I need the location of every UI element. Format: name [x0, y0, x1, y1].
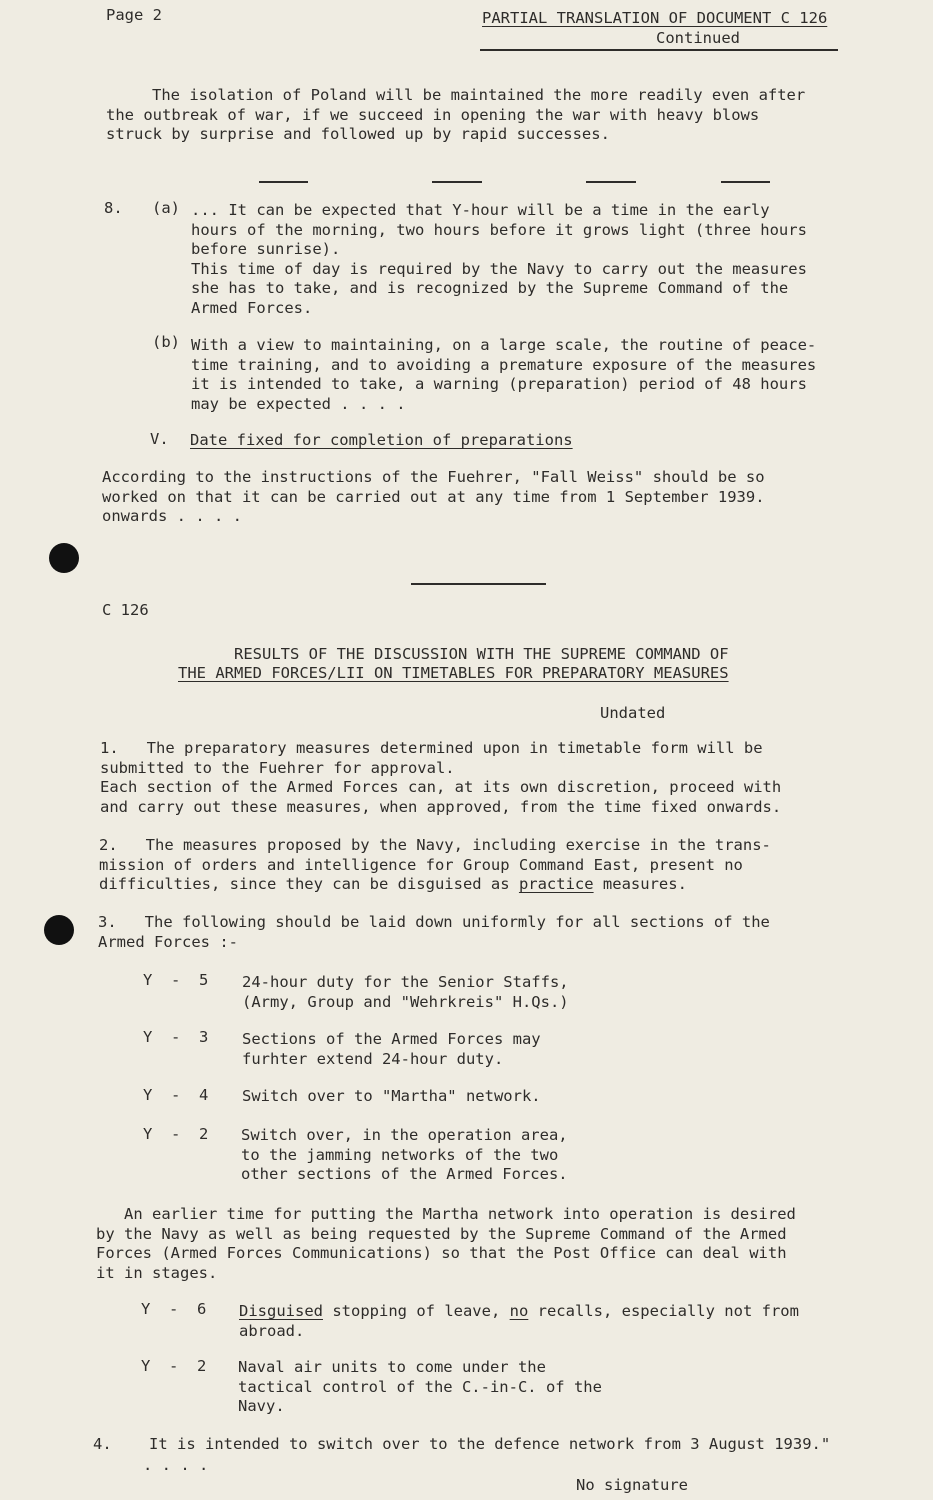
- separator-dash: [259, 181, 308, 183]
- paragraph-3: [98, 913, 770, 952]
- intro-line: The isolation of Poland will be maintained the more readily even after: [152, 86, 806, 104]
- underlined-word: practice: [518, 875, 594, 893]
- text-line: (Army, Group and "Wehrkreis" H.Qs.): [242, 992, 569, 1011]
- results-title-line1: RESULTS OF THE DISCUSSION WITH THE SUPREME COMMAND OF: [234, 645, 729, 663]
- paragraph-2: [99, 836, 771, 895]
- text-line: may be expected . . . .: [191, 394, 406, 413]
- document-reference: C 126: [102, 601, 149, 619]
- page-number: Page 2: [106, 6, 162, 24]
- text-line: it is intended to take, a warning (preparation) period of 48 hours: [191, 375, 807, 393]
- text-line: 24-hour duty for the Senior Staffs,: [242, 973, 569, 991]
- section-8a-text: [191, 201, 807, 318]
- intro-line: struck by surprise and followed up by rapid successes.: [106, 125, 610, 143]
- text-line: abroad.: [239, 1321, 305, 1340]
- text-line: worked on that it can be carried out at any time from 1 September 1939.: [102, 487, 765, 506]
- section-8-number: 8.: [104, 199, 123, 217]
- punch-hole: [44, 915, 74, 945]
- text-line: Naval air units to come under the: [238, 1358, 546, 1376]
- text-line: An earlier time for putting the Martha network into operation is desired: [96, 1205, 796, 1223]
- header-rule: [480, 49, 838, 51]
- text-line: Forces (Armed Forces Communications) so that the Post Office can deal with: [96, 1244, 787, 1262]
- text-line: by the Navy as well as being requested by the Supreme Command of the Armed: [96, 1224, 787, 1243]
- paragraph-4: 4. It is intended to switch over to the defence network from 3 August 1939.": [93, 1435, 831, 1453]
- timetable-entry: [241, 1126, 568, 1185]
- signature-note: No signature: [576, 1476, 688, 1494]
- text-line: [99, 875, 771, 895]
- martha-paragraph: [96, 1205, 796, 1283]
- text-line: mission of orders and intelligence for Group Command East, present no: [99, 855, 743, 874]
- text-line: 1. The preparatory measures determined upon in timetable form will be: [100, 739, 763, 757]
- text-line: Navy.: [238, 1397, 285, 1415]
- section-8b-label: (b): [152, 333, 180, 351]
- undated-label: Undated: [600, 704, 666, 722]
- text-line: to the jamming networks of the two: [241, 1145, 559, 1164]
- section-8a-label: (a): [152, 199, 180, 217]
- text-line: before sunrise).: [191, 240, 341, 258]
- text-line: other sections of the Armed Forces.: [241, 1165, 568, 1183]
- text-span: measures.: [593, 875, 687, 893]
- underlined-word: no: [509, 1302, 529, 1320]
- text-line: According to the instructions of the Fuehrer, "Fall Weiss" should be so: [102, 468, 765, 486]
- intro-line: the outbreak of war, if we succeed in opening the war with heavy blows: [106, 105, 760, 124]
- paragraph-1: [100, 739, 781, 817]
- timetable-code: Y - 5: [143, 971, 209, 989]
- text-line: time training, and to avoiding a premature exposure of the measures: [191, 355, 817, 374]
- punch-hole: [49, 543, 79, 573]
- timetable-entry: [242, 973, 569, 1012]
- separator-dash: [432, 181, 482, 183]
- timetable-entry: [242, 1087, 541, 1107]
- text-line: onwards . . . .: [102, 507, 242, 525]
- text-line: hours of the morning, two hours before it grows light (three hours: [191, 220, 807, 239]
- text-line: it in stages.: [96, 1263, 218, 1282]
- text-line: Switch over, in the operation area,: [241, 1126, 568, 1144]
- text-span: recalls, especially not from: [528, 1302, 799, 1320]
- text-line: furhter extend 24-hour duty.: [242, 1049, 504, 1068]
- text-span: stopping of leave,: [323, 1302, 510, 1320]
- results-title-line2: THE ARMED FORCES/LII ON TIMETABLES FOR PREPARATORY MEASURES: [178, 664, 729, 682]
- underlined-word: Disguised: [239, 1302, 323, 1320]
- intro-paragraph: [106, 86, 805, 145]
- timetable-entry: [242, 1030, 541, 1069]
- text-line: she has to take, and is recognized by the Supreme Command of the: [191, 279, 789, 297]
- document-title: PARTIAL TRANSLATION OF DOCUMENT C 126: [482, 9, 828, 27]
- text-line: Sections of the Armed Forces may: [242, 1030, 541, 1048]
- separator-dash: [721, 181, 770, 183]
- timetable-code: Y - 3: [143, 1028, 209, 1046]
- text-line: 3. The following should be laid down uniformly for all sections of the: [98, 913, 770, 931]
- timetable-code: Y - 4: [143, 1086, 209, 1104]
- text-line: Switch over to "Martha" network.: [242, 1087, 541, 1105]
- text-span: difficulties, since they can be disguised as: [99, 875, 519, 893]
- text-line: This time of day is required by the Navy to carry out the measures: [191, 259, 807, 278]
- timetable-code: Y - 2: [143, 1125, 209, 1143]
- timetable-code: Y - 2: [141, 1357, 207, 1375]
- ellipsis: . . . .: [143, 1456, 209, 1474]
- text-line: Each section of the Armed Forces can, at its own discretion, proceed with: [100, 778, 782, 796]
- timetable-entry: [238, 1358, 602, 1417]
- text-line: [239, 1302, 799, 1322]
- document-divider: [411, 583, 546, 585]
- continued-label: Continued: [656, 29, 740, 47]
- text-line: ... It can be expected that Y-hour will be a time in the early: [191, 201, 770, 219]
- timetable-code: Y - 6: [141, 1300, 207, 1318]
- text-line: and carry out these measures, when approved, from the time fixed onwards.: [100, 797, 782, 816]
- text-line: submitted to the Fuehrer for approval.: [100, 758, 455, 777]
- section-v-text: [102, 468, 765, 527]
- text-line: tactical control of the C.-in-C. of the: [238, 1377, 602, 1396]
- section-8b-text: [191, 336, 816, 414]
- timetable-entry: [239, 1302, 799, 1341]
- section-v-heading: Date fixed for completion of preparations: [190, 431, 573, 449]
- text-line: With a view to maintaining, on a large scale, the routine of peace-: [191, 336, 817, 354]
- text-line: Armed Forces.: [191, 298, 313, 317]
- separator-dash: [586, 181, 636, 183]
- text-line: 2. The measures proposed by the Navy, including exercise in the trans-: [99, 836, 771, 854]
- text-line: Armed Forces :-: [98, 932, 238, 951]
- section-v-number: V.: [150, 430, 169, 448]
